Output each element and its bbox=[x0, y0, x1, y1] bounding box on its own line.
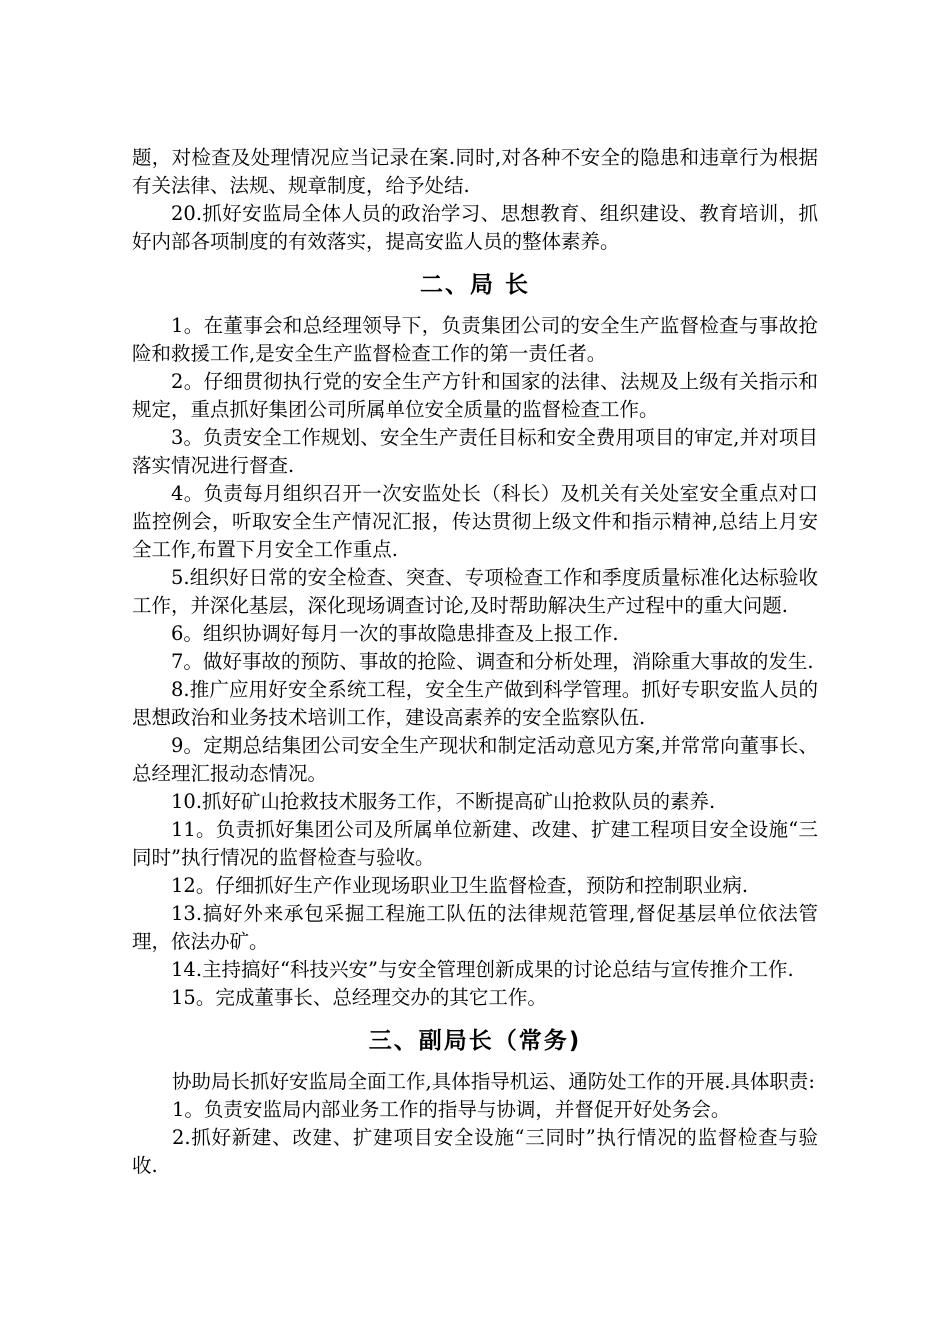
director-item-4: 4。负责每月组织召开一次安监处长（科长）及机关有关处室安全重点对口监控例会，听取安全生产情况汇报，传达贯彻上级文件和指示精神,总结上月安全工作,布置下月安全工作重点. bbox=[132, 482, 818, 561]
item-20: 20.抓好安监局全体人员的政治学习、思想教育、组织建设、教育培训，抓好内部各项制度的有效落实，提高安监人员的整体素养。 bbox=[132, 202, 818, 253]
section-heading-deputy-director: 三、副局长（常务) bbox=[368, 1028, 582, 1054]
director-item-6: 6。组织协调好每月一次的事故隐患排查及上报工作. bbox=[171, 622, 619, 645]
deputy-item-2: 2.抓好新建、改建、扩建项目安全设施“三同时”执行情况的监督检查与验收. bbox=[132, 1126, 818, 1177]
director-item-9: 9。定期总结集团公司安全生产现状和制定活动意见方案,并常常向董事长、总经理汇报动态情况。 bbox=[132, 734, 818, 785]
director-item-1: 1。在董事会和总经理领导下，负责集团公司的安全生产监督检查与事故抢险和救援工作,是安全生产监督检查工作的第一责任者。 bbox=[132, 314, 818, 365]
document-page bbox=[132, 144, 818, 1180]
director-item-10: 10.抓好矿山抢救技术服务工作，不断提高矿山抢救队员的素养. bbox=[171, 790, 716, 813]
director-item-11: 11。负责抓好集团公司及所属单位新建、改建、扩建工程项目安全设施“三同时”执行情况的监督检查与验收。 bbox=[132, 818, 818, 869]
continued-paragraph: 题，对检查及处理情况应当记录在案.同时,对各种不安全的隐患和违章行为根据有关法律、法规、规章制度，给予处结. bbox=[132, 146, 818, 197]
section-heading-director: 二、局 长 bbox=[419, 272, 530, 298]
deputy-item-1: 1。负责安监局内部业务工作的指导与协调，并督促开好处务会。 bbox=[172, 1098, 731, 1121]
director-item-7: 7。做好事故的预防、事故的抢险、调查和分析处理，消除重大事故的发生. bbox=[171, 650, 814, 673]
director-item-3: 3。负责安全工作规划、安全生产责任目标和安全费用项目的审定,并对项目落实情况进行督查. bbox=[132, 426, 818, 477]
director-item-8: 8.推广应用好安全系统工程，安全生产做到科学管理。抓好专职安监人员的思想政治和业务技术培训工作，建设高素养的安全监察队伍. bbox=[132, 678, 818, 729]
director-item-2: 2。仔细贯彻执行党的安全生产方针和国家的法律、法规及上级有关指示和规定，重点抓好集团公司所属单位安全质量的监督检查工作。 bbox=[132, 370, 818, 421]
deputy-intro: 协助局长抓好安监局全面工作,具体指导机运、通防处工作的开展.具体职责: bbox=[172, 1070, 815, 1093]
director-item-12: 12。仔细抓好生产作业现场职业卫生监督检查，预防和控制职业病. bbox=[171, 874, 749, 897]
director-item-14: 14.主持搞好“科技兴安”与安全管理创新成果的讨论总结与宣传推介工作. bbox=[171, 958, 794, 981]
director-item-13: 13.搞好外来承包采掘工程施工队伍的法律规范管理,督促基层单位依法管理，依法办矿。 bbox=[132, 902, 818, 953]
director-item-5: 5.组织好日常的安全检查、突查、专项检查工作和季度质量标准化达标验收工作，并深化基层，深化现场调查讨论,及时帮助解决生产过程中的重大问题. bbox=[132, 566, 818, 617]
director-item-15: 15。完成董事长、总经理交办的其它工作。 bbox=[171, 986, 547, 1009]
